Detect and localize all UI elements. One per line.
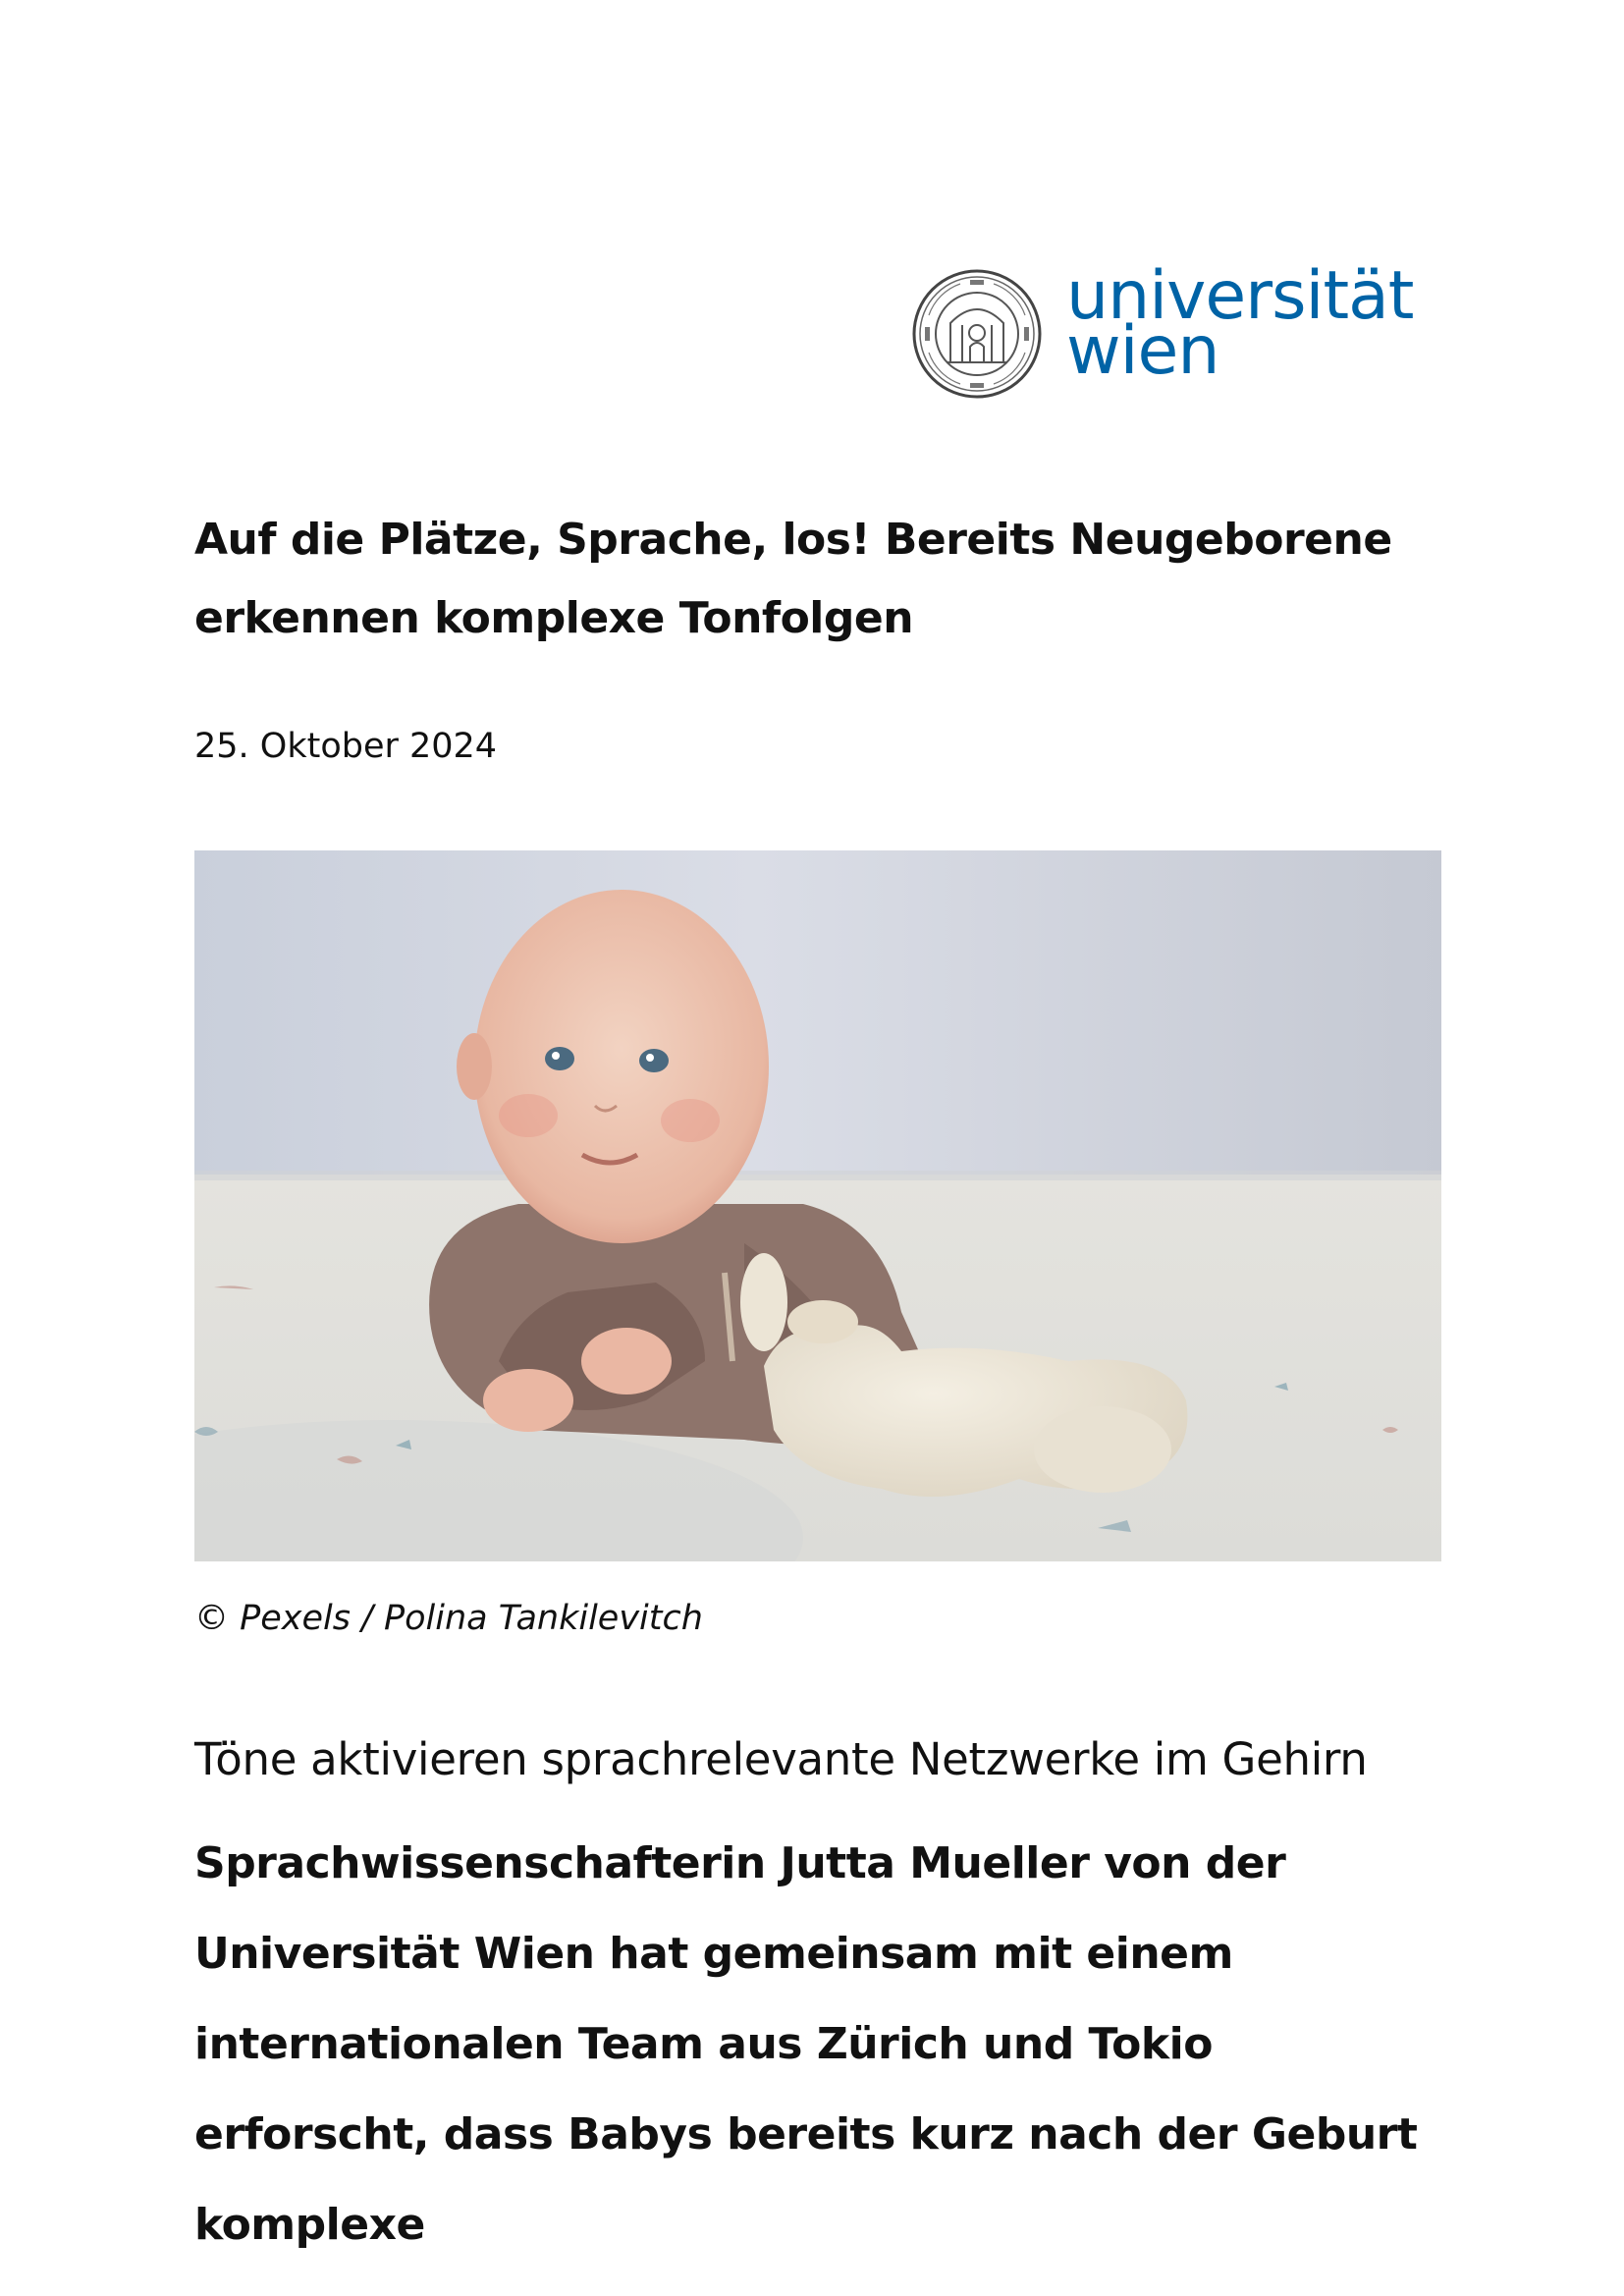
wordmark-line-2: wien (1066, 312, 1219, 390)
university-logo (911, 257, 1414, 403)
university-wordmark (1066, 257, 1414, 390)
publication-date: 25. Oktober 2024 (194, 727, 498, 766)
article-subtitle: Töne aktivieren sprachrelevante Netzwerke im Gehirn (194, 1733, 1368, 1785)
article-title: Auf die Plätze, Sprache, los! Bereits Neugeborene erkennen komplexe Tonfolgen (194, 515, 1392, 643)
baby-photo (194, 850, 1441, 1561)
image-caption: © Pexels / Polina Tankilevitch (194, 1599, 703, 1638)
article-lead: Sprachwissenschafterin Jutta Mueller von der Universität Wien hat gemeinsam mit einem internationalen Team aus Zürich und Tokio erforscht, dass Babys bereits kurz nach der Geburt komplexe (194, 1838, 1418, 2250)
wordmark-line-1: universität (1066, 257, 1414, 335)
university-seal-icon (911, 268, 1043, 400)
